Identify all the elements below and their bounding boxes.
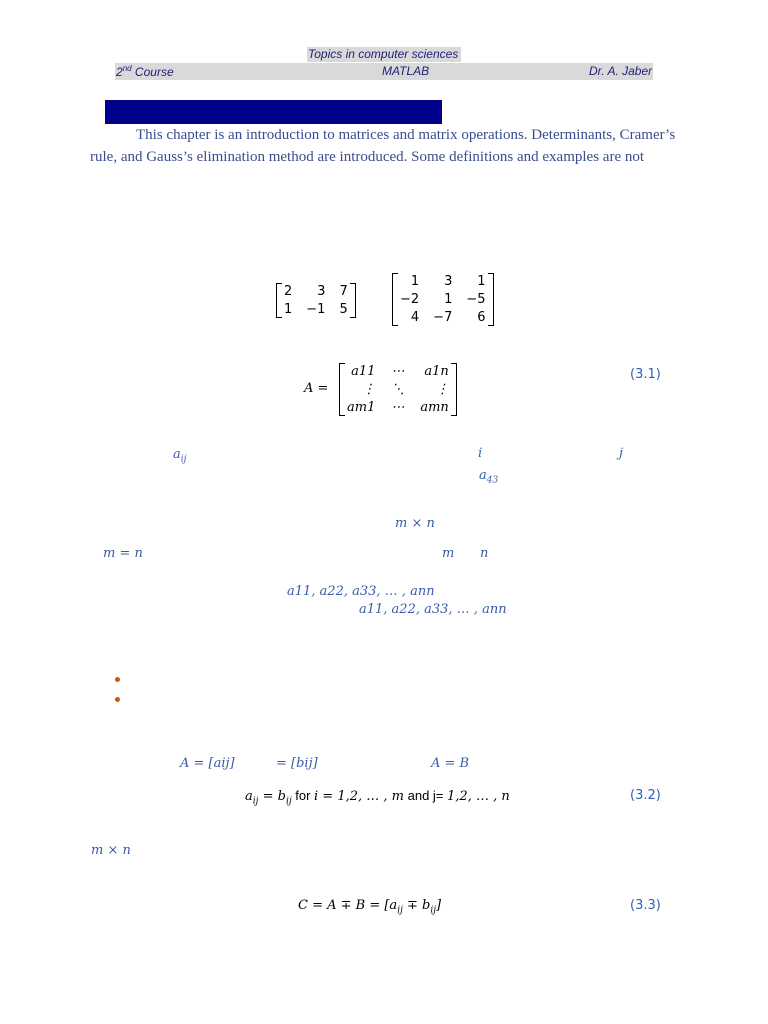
bullet-2 [115, 697, 120, 702]
header-subject: MATLAB [382, 64, 430, 78]
matrix-cell: ⋮ [362, 382, 376, 397]
course-suffix: nd [122, 64, 132, 73]
example-matrix-1 [276, 283, 356, 318]
matrix-cell: 1 [444, 292, 453, 307]
matrix-cell: ⋱ [391, 382, 405, 397]
matrix-cell: 4 [410, 310, 420, 325]
matrix-cell: 7 [339, 284, 348, 299]
course-word: Course [131, 65, 174, 79]
general-matrix [339, 363, 457, 416]
matrix-cell: ⋯ [391, 400, 405, 415]
matrix-cell: a1n [424, 364, 449, 379]
matrix-cell: 6 [477, 310, 486, 325]
header-title: Topics in computer sciences [308, 47, 459, 61]
eq33: $C = A \mp B = [a_{ij} \mp b_{ij}]$ [298, 898, 442, 916]
course-number: 2 [116, 65, 123, 79]
term-A-def: A = [aij] [180, 756, 235, 771]
header-course [116, 64, 174, 79]
right-bracket [451, 363, 457, 416]
term-m-by-n: m × n [395, 516, 435, 531]
example-matrix-2 [392, 273, 494, 326]
right-bracket [350, 283, 356, 318]
matrix-cell: amn [420, 400, 449, 415]
matrix-cell: am1 [347, 400, 376, 415]
term-a43: $a_{43}$ [479, 468, 499, 486]
matrix-cell: a11 [351, 364, 376, 379]
eq33-number: (3.3) [630, 898, 661, 913]
matrix-cell: ⋯ [391, 364, 405, 379]
term-diagonal-2: a11, a22, a33, … , ann [359, 602, 507, 617]
matrix-cell: 1 [410, 274, 420, 289]
matrix-cell: −7 [433, 310, 453, 325]
term-A-eq-B: A = B [431, 756, 470, 771]
term-B-def: = [bij] [276, 756, 318, 771]
header-author: Dr. A. Jaber [589, 64, 653, 78]
chapter-title-banner [105, 100, 442, 124]
matrix-cell: −2 [400, 292, 420, 307]
term-m-by-n-2: m × n [91, 843, 131, 858]
matrix-cell: 3 [317, 284, 326, 299]
matrix-cell: 1 [284, 302, 293, 317]
matrix-cell: ⋮ [435, 382, 449, 397]
term-diagonal-1: a11, a22, a33, … , ann [287, 584, 435, 599]
matrix-cell: 3 [444, 274, 453, 289]
intro-paragraph [90, 124, 710, 168]
term-m-eq-n: m = n [103, 546, 143, 561]
matrix-cell: −5 [466, 292, 486, 307]
matrix-cell: 1 [477, 274, 486, 289]
eq31-number: (3.1) [630, 367, 661, 382]
term-aij: $a_{ij}$ [173, 447, 187, 465]
matrix-cell: 5 [339, 302, 348, 317]
eq32-number: (3.2) [630, 788, 661, 803]
intro-line-1: This chapter is an introduction to matrices and matrix operations. Determinants, Cramer’s [136, 127, 676, 143]
matrix-cell: 2 [284, 284, 293, 299]
bullet-1 [115, 677, 120, 682]
eq31-lhs: A = [304, 381, 329, 396]
term-i: i [478, 446, 483, 461]
term-j: j [619, 446, 624, 461]
intro-line-2: rule, and Gauss’s elimination method are introduced. Some definitions and examples are not [90, 149, 645, 165]
right-bracket [488, 273, 494, 326]
term-n: n [480, 546, 489, 561]
term-m: m [442, 546, 455, 561]
matrix-cell: −1 [306, 302, 326, 317]
eq32: $a_{ij} = b_{ij}$ for i = 1,2, … , m and j= 1,2, … , n [245, 788, 510, 807]
